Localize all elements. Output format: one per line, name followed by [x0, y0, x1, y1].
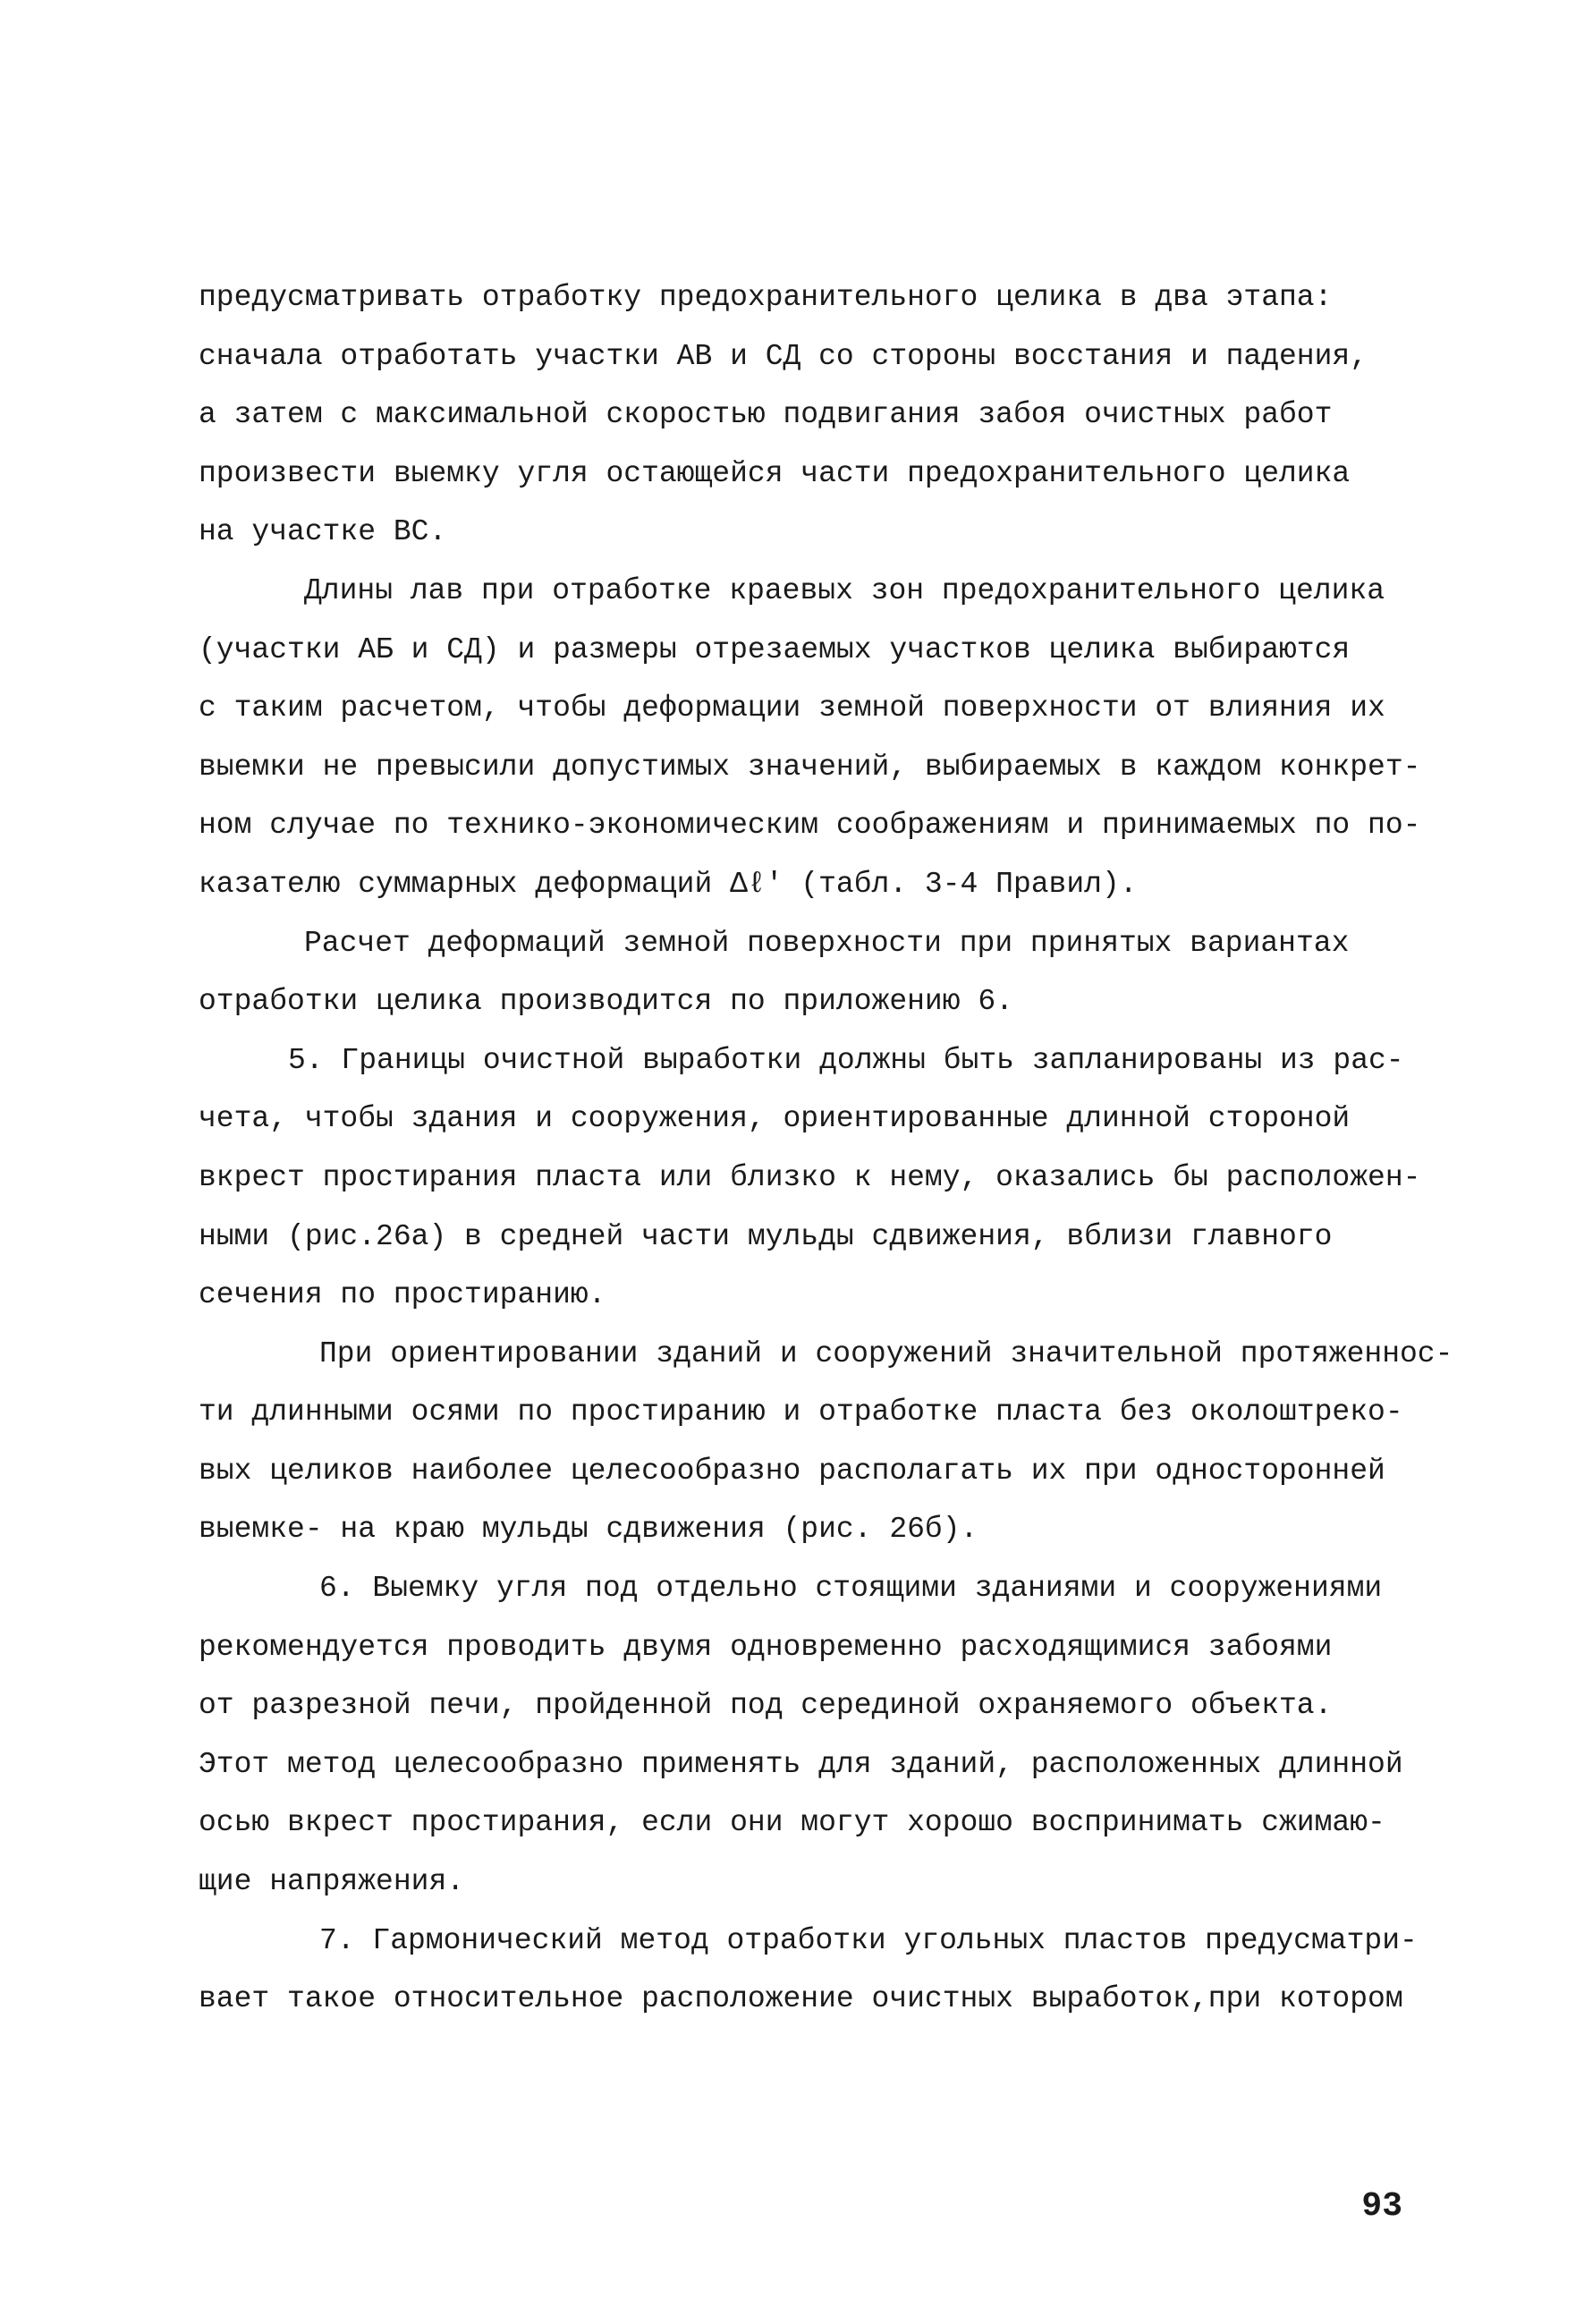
text-line: казателю суммарных деформаций Δℓ' (табл. 3-4 Правил). — [199, 867, 1138, 901]
text-line: 6. Выемку угля под отдельно стоящими зданиями и сооружениями — [319, 1572, 1383, 1606]
text-line: рекомендуется проводить двумя одновременно расходящимися забоями — [199, 1630, 1333, 1664]
text-line: ти длинными осями по простиранию и отработке пласта без околоштреко- — [199, 1395, 1403, 1429]
text-line: 5. Границы очистной выработки должны быть запланированы из рас- — [288, 1043, 1404, 1077]
text-line: предусматривать отработку предохранительного целика в два этапа: — [199, 281, 1333, 314]
text-line: а затем с максимальной скоростью подвигания забоя очистных работ — [199, 398, 1333, 432]
text-line: вкрест простирания пласта или близко к нему, оказались бы расположен- — [199, 1160, 1421, 1194]
text-line: (участки АБ и СД) и размеры отрезаемых участков целика выбираются — [199, 632, 1351, 666]
text-line: Этот метод целесообразно применять для зданий, расположенных длинной — [199, 1747, 1403, 1781]
text-line: сечения по простиранию. — [199, 1278, 606, 1312]
text-line: осью вкрест простирания, если они могут хорошо воспринимать сжимаю- — [199, 1806, 1385, 1840]
text-line: на участке ВС. — [199, 515, 447, 549]
text-line: щие напряжения. — [199, 1865, 465, 1899]
text-line: Длины лав при отработке краевых зон предохранительного целика — [304, 573, 1385, 607]
page-number: 93 — [1361, 2187, 1402, 2226]
text-line: ными (рис.26а) в средней части мульды сдвижения, вблизи главного — [199, 1219, 1333, 1253]
text-line: 7. Гармонический метод отработки угольных пластов предусматри- — [319, 1923, 1418, 1957]
text-line: от разрезной печи, пройденной под серединой охраняемого объекта. — [199, 1689, 1333, 1723]
text-line: ном случае по технико-экономическим соображениям и принимаемых по по- — [199, 809, 1421, 843]
body-text — [199, 268, 1453, 2029]
text-line: выемки не превысили допустимых значений, выбираемых в каждом конкрет- — [199, 750, 1421, 784]
text-line: отработки целика производится по приложению 6. — [199, 985, 1013, 1019]
text-line: вает такое относительное расположение очистных выработок,при котором — [199, 1982, 1403, 2016]
text-line: сначала отработать участки АВ и СД со стороны восстания и падения, — [199, 339, 1368, 373]
text-line: произвести выемку угля остающейся части предохранительного целика — [199, 456, 1351, 490]
text-line: Расчет деформаций земной поверхности при принятых вариантах — [304, 926, 1350, 960]
text-line: чета, чтобы здания и сооружения, ориентированные длинной стороной — [199, 1102, 1351, 1136]
text-line: с таким расчетом, чтобы деформации земной поверхности от влияния их — [199, 691, 1385, 725]
text-line: выемке- на краю мульды сдвижения (рис. 26б). — [199, 1513, 978, 1547]
text-line: При ориентировании зданий и сооружений значительной протяженнос- — [319, 1336, 1453, 1370]
text-line: вых целиков наиболее целесообразно располагать их при односторонней — [199, 1454, 1385, 1488]
